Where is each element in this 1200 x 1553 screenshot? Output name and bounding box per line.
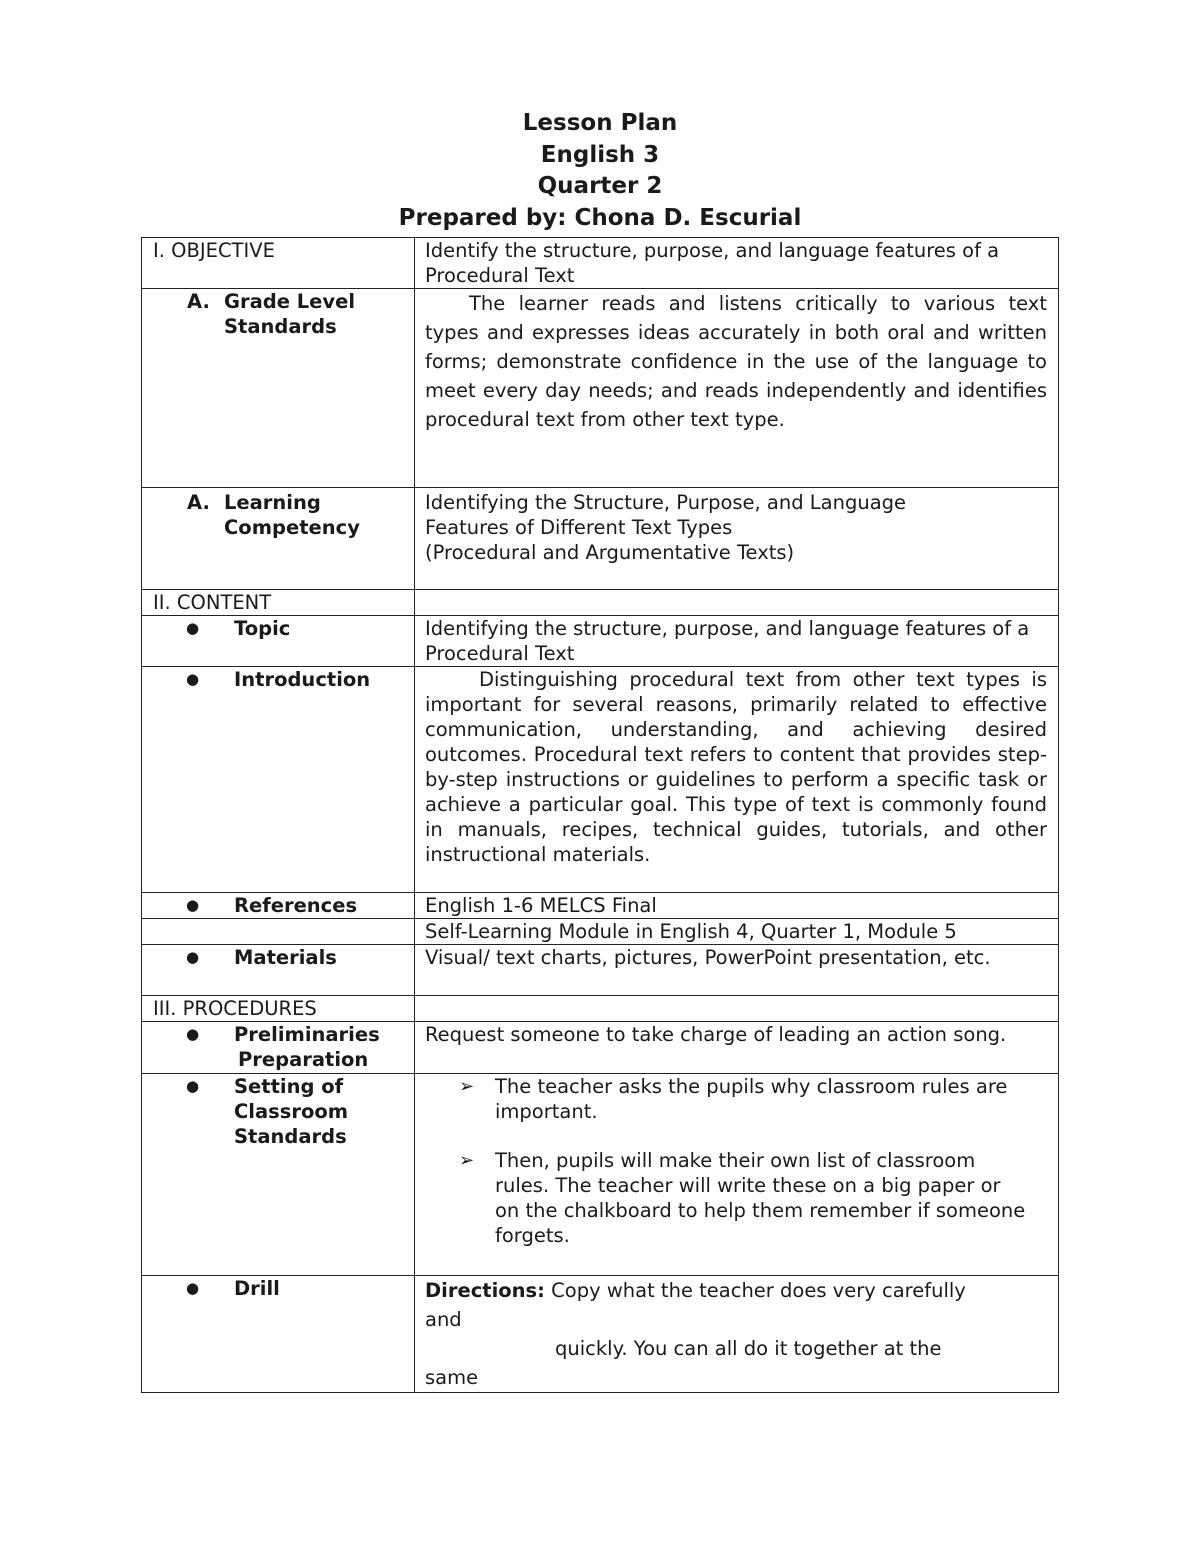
drill-row bbox=[142, 1276, 1059, 1393]
objective-text: Identify the structure, purpose, and language features of a Procedural Text bbox=[415, 238, 1059, 289]
materials-row bbox=[142, 945, 1059, 996]
bullet-icon: ● bbox=[186, 1279, 200, 1297]
standards-item-2: Then, pupils will make their own list of classroom rules. The teacher will write these on a big paper or on the chalkboard to help them remember if someone forgets. bbox=[495, 1149, 1026, 1247]
bullet-icon: ● bbox=[186, 948, 200, 966]
lesson-plan-title: Lesson Plan bbox=[522, 110, 678, 136]
grade-level-heading bbox=[152, 289, 403, 339]
list-item bbox=[425, 1074, 1047, 1124]
bullet-icon: ● bbox=[186, 670, 200, 688]
content-row bbox=[142, 590, 1059, 616]
materials-text: Visual/ text charts, pictures, PowerPoint presentation, etc. bbox=[415, 945, 1059, 996]
grade-level-text: The learner reads and listens critically to various text types and expresses ideas accurately in both oral and written forms; demonstrate confidence in the use of the language to meet every day needs; and reads independently and identifies procedural text from other text type. bbox=[425, 292, 1047, 431]
references-row-2 bbox=[142, 919, 1059, 945]
drill-line-4: same bbox=[425, 1366, 479, 1389]
bullet-icon: ● bbox=[186, 896, 200, 914]
drill-line-1 bbox=[425, 1276, 1047, 1305]
competency-marker: A. bbox=[187, 491, 210, 514]
competency-label: Learning Competency bbox=[224, 491, 360, 539]
lesson-plan-table bbox=[141, 237, 1059, 1393]
drill-line-2: and bbox=[425, 1308, 462, 1331]
bullet-icon: ● bbox=[186, 1025, 200, 1043]
list-item bbox=[425, 1148, 1047, 1248]
procedures-row bbox=[142, 996, 1059, 1022]
procedures-label: III. PROCEDURES bbox=[142, 996, 415, 1022]
quarter-title: Quarter 2 bbox=[537, 173, 663, 199]
introduction-text: Distinguishing procedural text from other text types is important for several reasons, primarily related to effective communication, understanding, and achieving desired outcomes. Procedural text refers to content that provides step-by-step instructions or guidelines to perform a specific task or achieve a particular goal. This type of text is commonly found in manuals, recipes, technical guides, tutorials, and other instructional materials. bbox=[425, 668, 1047, 866]
grade-level-row bbox=[142, 289, 1059, 488]
bullet-icon: ● bbox=[186, 1077, 200, 1095]
references-row bbox=[142, 893, 1059, 919]
drill-directions-text: Copy what the teacher does very carefully bbox=[551, 1279, 966, 1302]
grade-level-label: Grade Level Standards bbox=[224, 290, 356, 338]
materials-label: Materials bbox=[234, 946, 337, 969]
references-label: References bbox=[234, 894, 358, 917]
preparation-label: Preparation bbox=[238, 1048, 369, 1071]
introduction-label: Introduction bbox=[234, 668, 371, 691]
grade-level-marker: A. bbox=[187, 290, 210, 313]
competency-row bbox=[142, 488, 1059, 590]
objective-row bbox=[142, 238, 1059, 289]
reference-item-1: English 1-6 MELCS Final bbox=[415, 893, 1059, 919]
standards-item-1: The teacher asks the pupils why classroom rules are important. bbox=[495, 1075, 1008, 1123]
drill-line-3: quickly. You can all do it together at the bbox=[555, 1337, 942, 1360]
prepared-by: Prepared by: Chona D. Escurial bbox=[398, 204, 802, 231]
topic-label: Topic bbox=[234, 617, 291, 640]
competency-line-2: Features of Different Text Types bbox=[425, 516, 733, 539]
standards-row bbox=[142, 1074, 1059, 1276]
standards-label: Setting of Classroom Standards bbox=[234, 1075, 349, 1148]
content-label: II. CONTENT bbox=[142, 590, 415, 616]
subject-title: English 3 bbox=[540, 141, 660, 168]
preliminaries-label: Preliminaries bbox=[234, 1023, 380, 1046]
introduction-row bbox=[142, 667, 1059, 893]
competency-heading bbox=[152, 490, 403, 540]
document-header bbox=[0, 108, 1200, 234]
preliminaries-text: Request someone to take charge of leading an action song. bbox=[415, 1022, 1059, 1074]
bullet-icon: ● bbox=[186, 619, 200, 637]
objective-label: I. OBJECTIVE bbox=[142, 238, 415, 289]
arrow-bullet-icon: ➢ bbox=[459, 1076, 475, 1097]
topic-text: Identifying the structure, purpose, and language features of a Procedural Text bbox=[415, 616, 1059, 667]
arrow-bullet-icon: ➢ bbox=[459, 1150, 475, 1171]
topic-row bbox=[142, 616, 1059, 667]
preliminaries-row bbox=[142, 1022, 1059, 1074]
drill-label: Drill bbox=[234, 1277, 280, 1300]
directions-label: Directions: bbox=[425, 1279, 545, 1302]
competency-line-1: Identifying the Structure, Purpose, and Language bbox=[425, 491, 907, 514]
reference-item-2: Self-Learning Module in English 4, Quarter 1, Module 5 bbox=[415, 919, 1059, 945]
competency-line-3: (Procedural and Argumentative Texts) bbox=[425, 541, 795, 564]
